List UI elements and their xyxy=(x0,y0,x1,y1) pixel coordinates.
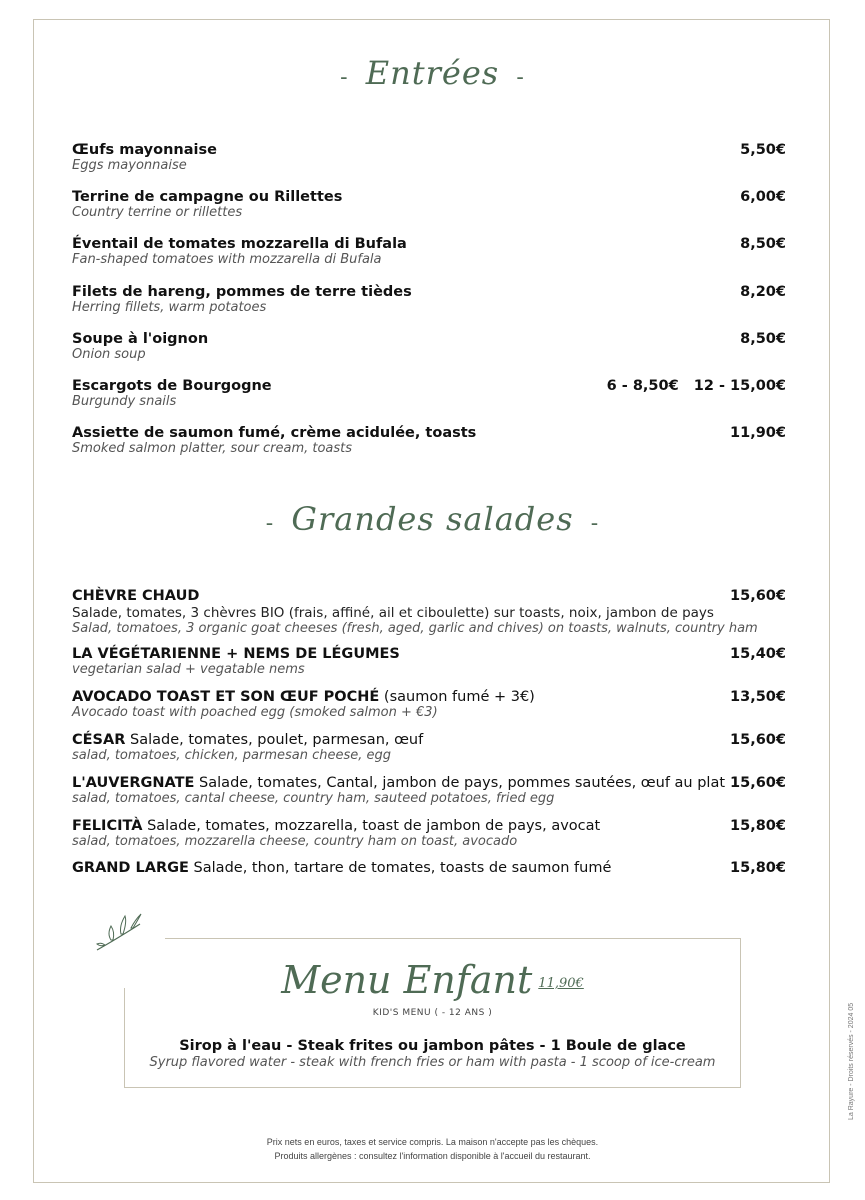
item-name-line xyxy=(72,775,786,791)
item-price: 8,50€ xyxy=(740,236,786,252)
item-name: LA VÉGÉTARIENNE + NEMS DE LÉGUMES xyxy=(72,646,400,662)
menu-item xyxy=(72,236,786,267)
item-name: Soupe à l'oignon xyxy=(72,331,209,347)
copyright-note: La Rayure - Droits réservés - 2024 05 xyxy=(848,1002,855,1120)
item-translation: salad, tomatoes, cantal cheese, country ham, sauteed potatoes, fried egg xyxy=(72,791,555,806)
item-translation: Herring fillets, warm potatoes xyxy=(72,300,267,315)
item-name: Œufs mayonnaise xyxy=(72,142,217,158)
footer-note-allergens: Produits allergènes : consultez l'information disponible à l'accueil du restaurant. xyxy=(274,1151,591,1161)
title-dash: - xyxy=(340,65,349,90)
item-name: Escargots de Bourgogne xyxy=(72,378,272,394)
item-price: 8,50€ xyxy=(740,331,786,347)
item-name: Terrine de campagne ou Rillettes xyxy=(72,189,343,205)
item-extra: (saumon fumé + 3€) xyxy=(379,689,535,705)
item-price: 15,60€ xyxy=(730,732,786,748)
item-extra: Salade, thon, tartare de tomates, toasts de saumon fumé xyxy=(188,860,612,876)
footer-note-prices: Prix nets en euros, taxes et service compris. La maison n'accepte pas les chèques. xyxy=(266,1137,599,1147)
item-price-large: 12 - 15,00€ xyxy=(693,378,786,394)
item-name: L'AUVERGNATE xyxy=(72,775,195,791)
item-name-line xyxy=(72,689,786,705)
item-translation: Onion soup xyxy=(72,347,146,362)
menu-item xyxy=(72,818,786,849)
kids-menu-description: Sirop à l'eau - Steak frites ou jambon pâtes - 1 Boule de glace xyxy=(179,1038,686,1054)
item-extra: Salade, tomates, poulet, parmesan, œuf xyxy=(125,732,424,748)
item-name: CÉSAR xyxy=(72,732,126,748)
item-price: 5,50€ xyxy=(740,142,786,158)
item-translation: Salad, tomatoes, 3 organic goat cheeses (fresh, aged, garlic and chives) on toasts, walnuts, country ham xyxy=(72,621,758,636)
section-title-salades xyxy=(0,500,865,538)
item-price: 8,20€ xyxy=(740,284,786,300)
item-name: Filets de hareng, pommes de terre tièdes xyxy=(72,284,412,300)
item-translation: salad, tomatoes, chicken, parmesan cheese, egg xyxy=(72,748,392,763)
item-translation: Fan-shaped tomatoes with mozzarella di Bufala xyxy=(72,252,382,267)
item-name: AVOCADO TOAST ET SON ŒUF POCHÉ xyxy=(72,689,380,705)
item-name-line xyxy=(72,732,786,748)
kids-menu-price: 11,90€ xyxy=(538,976,584,991)
item-translation: Smoked salmon platter, sour cream, toasts xyxy=(72,441,353,456)
item-translation: Eggs mayonnaise xyxy=(72,158,187,173)
item-name: GRAND LARGE xyxy=(72,860,189,876)
item-translation: Country terrine or rillettes xyxy=(72,205,243,220)
item-price: 15,40€ xyxy=(730,646,786,662)
item-price-multi xyxy=(597,378,786,394)
item-price: 13,50€ xyxy=(730,689,786,705)
menu-item xyxy=(72,189,786,220)
menu-item xyxy=(72,588,786,636)
item-name: FELICITÀ xyxy=(72,818,143,834)
menu-item xyxy=(72,732,786,763)
item-price: 15,80€ xyxy=(730,818,786,834)
item-name: Éventail de tomates mozzarella di Bufala xyxy=(72,236,407,252)
item-name-line xyxy=(72,818,786,834)
section-title-entrees xyxy=(0,54,865,92)
item-name: CHÈVRE CHAUD xyxy=(72,588,200,604)
salades-heading: Grandes salades xyxy=(291,500,574,538)
menu-item xyxy=(72,284,786,315)
menu-item xyxy=(72,425,786,456)
menu-item xyxy=(72,646,786,677)
item-description: Salade, tomates, 3 chèvres BIO (frais, affiné, ail et ciboulette) sur toasts, noix, jambon de pays xyxy=(72,605,714,621)
item-extra: Salade, tomates, mozzarella, toast de jambon de pays, avocat xyxy=(142,818,601,834)
item-name: Assiette de saumon fumé, crème acidulée, toasts xyxy=(72,425,477,441)
kids-box-border-top xyxy=(165,938,741,939)
item-price: 11,90€ xyxy=(730,425,786,441)
menu-item xyxy=(72,142,786,173)
menu-item xyxy=(72,689,786,720)
item-price: 15,60€ xyxy=(730,775,786,791)
item-price: 15,80€ xyxy=(730,860,786,876)
item-extra: Salade, tomates, Cantal, jambon de pays, pommes sautées, œuf au plat xyxy=(194,775,726,791)
menu-item xyxy=(72,378,786,409)
title-dash: - xyxy=(590,511,600,536)
item-translation: vegetarian salad + vegatable nems xyxy=(72,662,305,677)
item-price-small: 6 - 8,50€ xyxy=(606,378,679,394)
item-price: 6,00€ xyxy=(740,189,786,205)
entrees-heading: Entrées xyxy=(365,54,500,92)
item-translation: Avocado toast with poached egg (smoked salmon + €3) xyxy=(72,705,438,720)
kids-menu-subtitle: KID'S MENU ( - 12 ANS ) xyxy=(372,1008,493,1018)
menu-item xyxy=(72,331,786,362)
item-price: 15,60€ xyxy=(730,588,786,604)
item-translation: salad, tomatoes, mozzarella cheese, country ham on toast, avocado xyxy=(72,834,518,849)
kids-menu-heading: Menu Enfant xyxy=(281,958,533,1002)
item-name-line xyxy=(72,860,786,876)
title-dash: - xyxy=(265,511,275,536)
kids-menu-title xyxy=(0,958,865,1002)
kids-menu-translation: Syrup flavored water - steak with french fries or ham with pasta - 1 scoop of ice-cream xyxy=(149,1055,716,1070)
title-dash: - xyxy=(516,65,525,90)
menu-item xyxy=(72,775,786,806)
item-translation: Burgundy snails xyxy=(72,394,177,409)
menu-item xyxy=(72,860,786,876)
